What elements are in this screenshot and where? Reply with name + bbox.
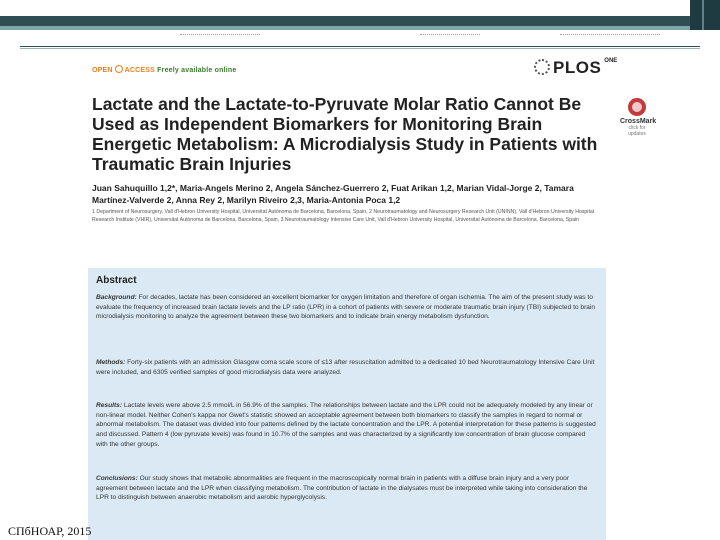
methods-text: Forty-six patients with an admission Glasgow coma scale score of ≤13 after resuscitation admitted to a dedicated 10 bed Neurotraumatology Intensive Care Unit were included, and 6305 verified samples of good microdialysis data were analyzed. [96, 359, 595, 376]
open-access-banner [92, 65, 236, 74]
conclusions-label: Conclusions: [96, 475, 138, 482]
access-label: ACCESS [124, 67, 156, 74]
top-band-light [0, 26, 720, 30]
slide-top-bar [0, 0, 720, 30]
abstract-results [96, 401, 598, 450]
decor-dots [180, 34, 260, 40]
open-access-lock-icon [115, 65, 123, 73]
paper-page [88, 56, 657, 540]
abstract-methods [96, 358, 598, 377]
journal-logo [534, 58, 617, 78]
crossmark-label: CrossMark [620, 118, 657, 125]
conclusions-text: Our study shows that metabolic abnormalities are frequent in the macroscopically normal brain in patients with a diffuse brain injury and a very poor agreement between lactate and the LPR when classifying metabolism. The contribution of lactate in the dialysates must be interpreted while taking into consideration the LPR to distinguish between anaerobic metabolism and aerobic hyperglycolysis. [96, 475, 588, 502]
top-corner-block [690, 0, 720, 30]
results-text: Lactate levels were above 2.5 mmol/L in 56.9% of the samples. The relationships between lactate and the LPR could not be adequately modeled by any linear or non-linear model. Neither Cohen's kappa nor Gwet's statistic showed an acceptable agreement between both biomarkers to classify the samples in regard to normal or abnormal metabolism. The dataset was divided into four patterns defined by the lactate concentration and the LPR. A potential interpretation for these patterns is suggested and discussed. Pattern 4 (low pyruvate levels) was found in 10.7% of the samples and was characterized by a significantly low concentration of brain glucose compared with the other groups. [96, 402, 596, 448]
results-label: Results: [96, 402, 123, 409]
footer-label: СПбНОАР, 2015 [8, 524, 92, 538]
background-text: For decades, lactate has been considered an excellent biomarker for oxygen limitation and therefore of organ ischemia. The aim of the present study was to evaluate the frequency of increased brain lactate levels and the LP ratio (LPR) in a cohort of patients with severe or moderate traumatic brain injury (TBI) subjected to brain microdialysis monitoring to analyze the agreement between these two biomarkers and to indicate brain energy metabolism dysfunction. [96, 294, 596, 321]
top-band-dark [0, 16, 690, 26]
crossmark-icon [628, 98, 646, 116]
background-label: Background: [96, 294, 137, 301]
crossmark-sublabel: click for updates [628, 125, 646, 137]
freely-available-label: Freely available online [157, 67, 237, 74]
affiliations: 1 Department of Neurosurgery, Vall d'Hebron University Hospital, Universitat Autònoma de Barcelona, Barcelona, Spain, 2 Neurotraumatology and Neurosurgery Research Unit (UNINN), Vall d'Hebron University Hospital Research Institute (VHIR), Universitat Autònoma de Barcelona, Barcelona, Spain, 3 Neurotraumatology Intensive Care Unit, Vall d'Hebron University Hospital, Universitat Autònoma de Barcelona, Barcelona, Spain [92, 209, 594, 223]
abstract-heading: Abstract [96, 275, 137, 286]
author-list: Juan Sahuquillo 1,2*, Maria-Angels Merino 2, Angela Sánchez-Guerrero 2, Fuat Arikan 1,2, Marian Vidal-Jorge 2, Tamara Martínez-Valverde 2, Anna Rey 2, Marilyn Riveiro 2,3, Maria-Antonia Poca 1,2 [92, 183, 574, 205]
abstract-conclusions [96, 474, 598, 503]
decor-dots [560, 34, 660, 40]
abstract-background [96, 293, 598, 322]
plos-logo-icon [534, 59, 550, 75]
crossmark-badge[interactable] [620, 98, 657, 137]
methods-label: Methods: [96, 359, 126, 366]
paper-title: Lactate and the Lactate-to-Pyruvate Molar Ratio Cannot Be Used as Independent Biomarkers for Monitoring Brain Energetic Metabolism: A Microdialysis Study in Patients with Traumatic Brain Injuries [92, 94, 598, 174]
header-rule [20, 46, 700, 47]
open-label: OPEN [92, 67, 113, 74]
decor-dots [420, 34, 480, 40]
header-rule-thin [20, 48, 700, 49]
journal-name: PLOS [553, 58, 602, 77]
journal-sub: ONE [604, 58, 618, 64]
abstract-box [88, 268, 606, 540]
